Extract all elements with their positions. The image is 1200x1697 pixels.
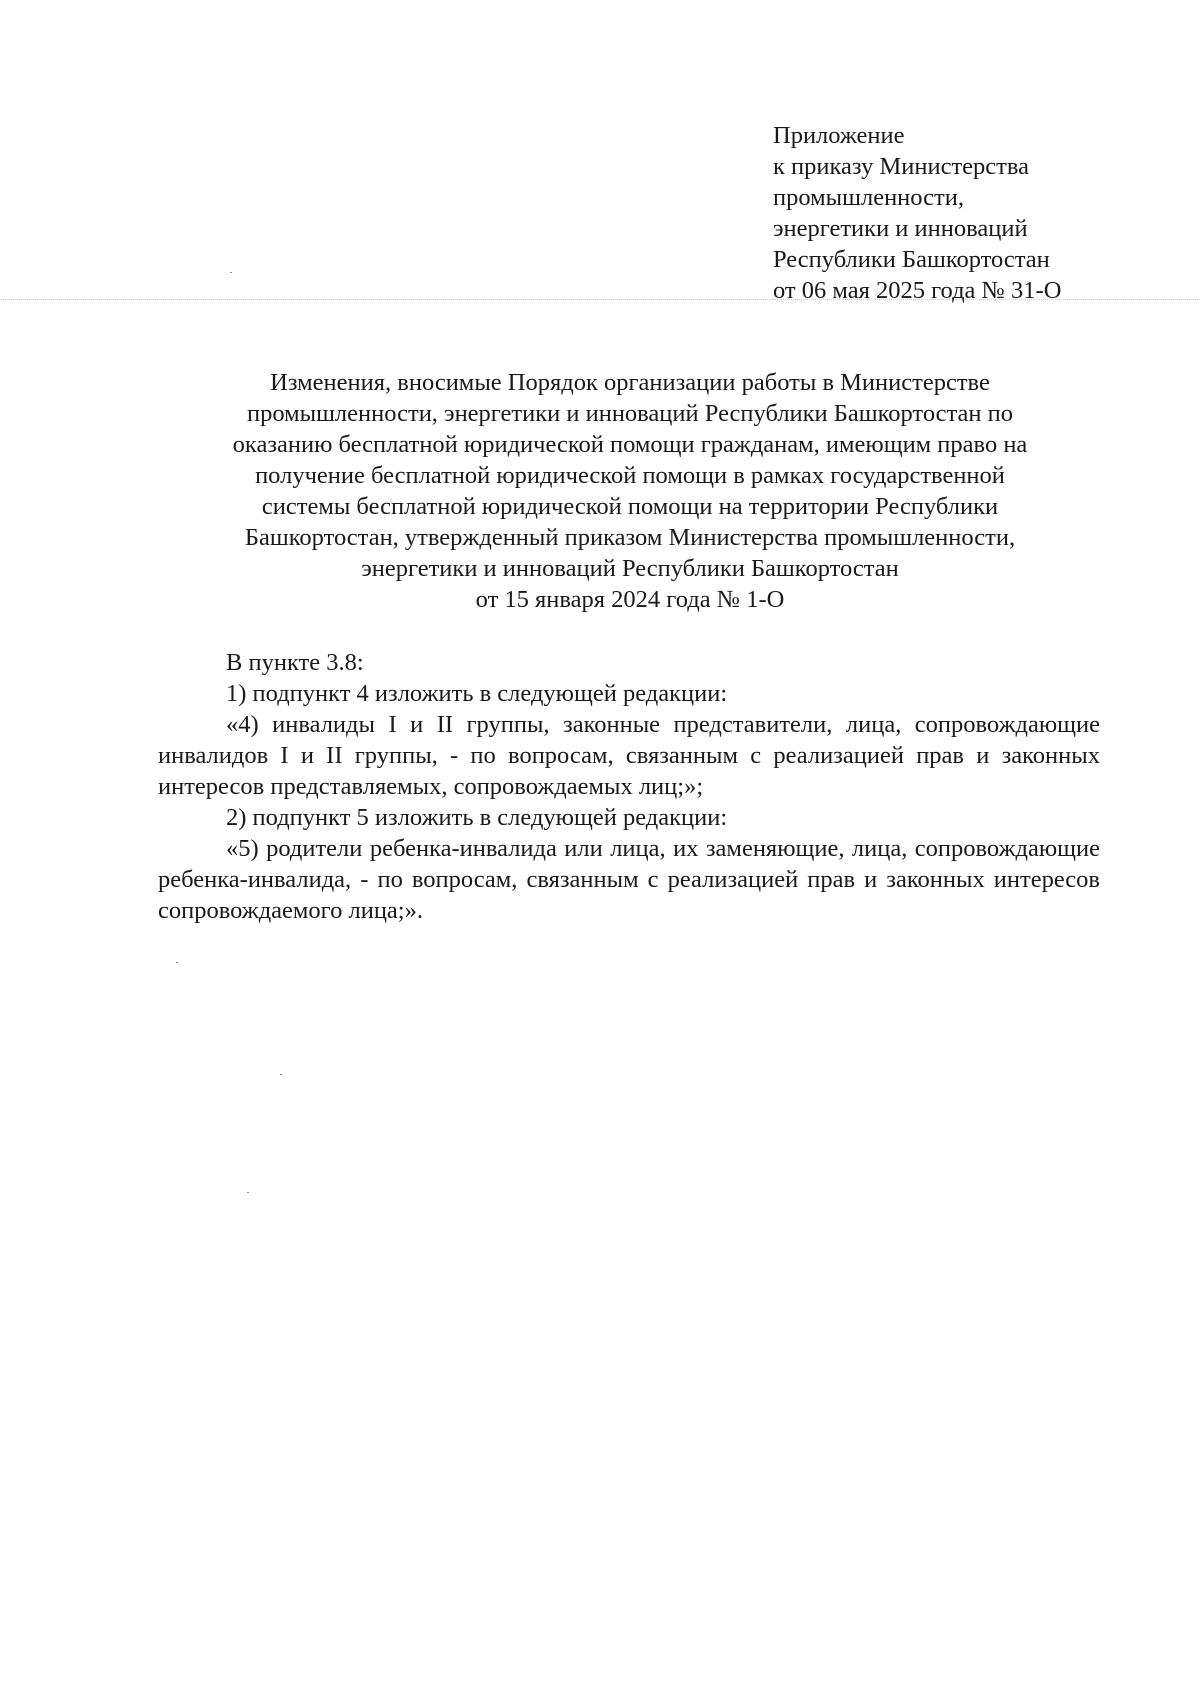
title-line: системы бесплатной юридической помощи на территории Республики: [261, 493, 999, 520]
scan-speck: [230, 272, 232, 273]
appendix-header: [773, 120, 1193, 306]
title-line: получение бесплатной юридической помощи в рамках государственной: [255, 462, 1005, 489]
title-line: Изменения, вносимые Порядок организации работы в Министерстве: [270, 369, 990, 396]
title-line: Башкортостан, утвержденный приказом Министерства промышленности,: [244, 524, 1016, 551]
title-line: промышленности, энергетики и инноваций Республики Башкортостан по: [246, 400, 1014, 427]
title-line: оказанию бесплатной юридической помощи гражданам, имеющим право на: [232, 431, 1028, 458]
appendix-line: Приложение: [773, 122, 905, 149]
scan-speck: [280, 1074, 282, 1075]
intro-line: В пункте 3.8:: [226, 649, 364, 676]
appendix-line: от 06 мая 2025 года № 31-О: [773, 277, 1062, 304]
appendix-line: энергетики и инноваций: [773, 215, 1028, 242]
scan-speck: [247, 1192, 249, 1193]
appendix-line: промышленности,: [773, 184, 964, 211]
item1-heading: 1) подпункт 4 изложить в следующей редакции:: [226, 680, 728, 707]
title-line: энергетики и инноваций Республики Башкортостан: [361, 555, 899, 582]
scan-speck: [176, 962, 178, 963]
title-line: от 15 января 2024 года № 1-О: [475, 586, 785, 613]
item2-text: «5) родители ребенка-инвалида или лица, их заменяющие, лица, сопровождающие ребенка-инвалида, - по вопросам, связанным с реализацией прав и законных интересов сопровождаемого лица;».: [158, 835, 1100, 924]
document-title: [150, 367, 1110, 615]
appendix-line: Республики Башкортостан: [773, 246, 1050, 273]
item1-text: «4) инвалиды I и II группы, законные представители, лица, сопровождающие инвалидов I и II группы, - по вопросам, связанным с реализацией прав и законных интересов представляемых, сопровождаемых лиц;»;: [158, 711, 1100, 800]
appendix-line: к приказу Министерства: [773, 153, 1029, 180]
document-body: [158, 647, 1100, 926]
item2-heading: 2) подпункт 5 изложить в следующей редакции:: [226, 804, 728, 831]
